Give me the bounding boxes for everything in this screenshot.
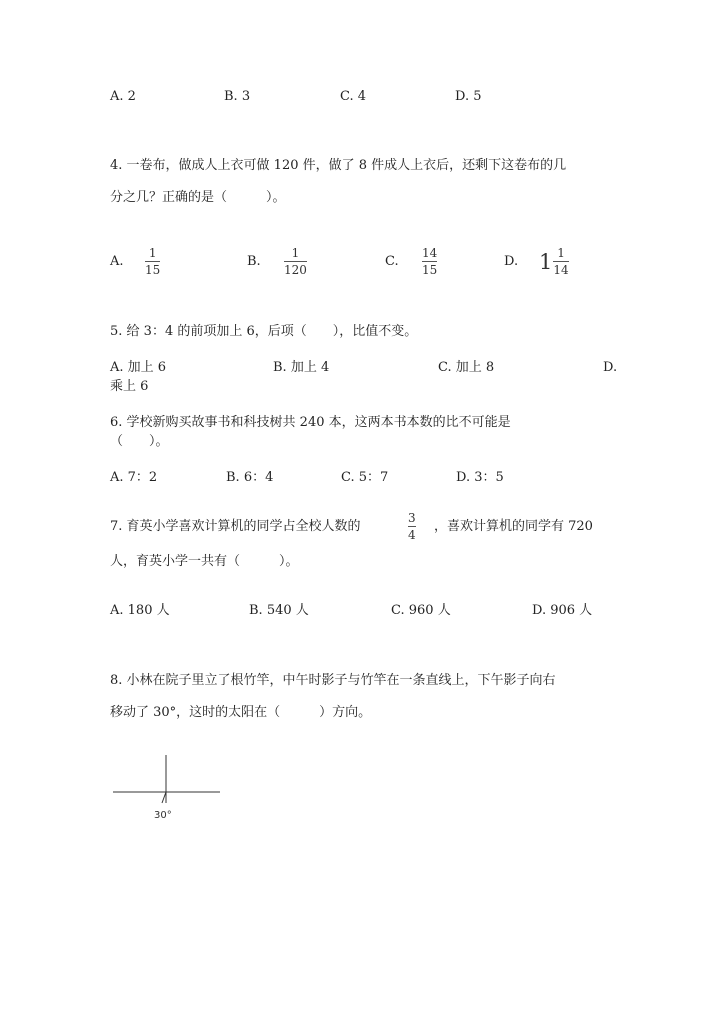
q7-option-c[interactable]: C. 960 人	[391, 603, 451, 618]
q4-option-b-label[interactable]: B.	[247, 254, 261, 269]
q7-option-d[interactable]: D. 906 人	[532, 603, 593, 618]
fraction-denominator: 120	[284, 263, 307, 277]
q3-option-a[interactable]: A. 2	[110, 89, 136, 104]
mixed-whole-part: 1	[539, 249, 553, 274]
fraction-denominator: 15	[145, 263, 161, 277]
q8-pole-shadow-figure	[100, 745, 240, 830]
q5-stem: 5. 给 3：4 的前项加上 6，后项（ ），比值不变。	[110, 324, 418, 339]
q5-option-c[interactable]: C. 加上 8	[438, 360, 495, 375]
q6-option-a[interactable]: A. 7：2	[110, 470, 158, 485]
q8-stem-line2: 移动了 30°，这时的太阳在（ ）方向。	[110, 705, 372, 720]
fraction-bar	[422, 261, 437, 262]
q4-option-a-label[interactable]: A.	[110, 254, 124, 269]
q7-option-b[interactable]: B. 540 人	[249, 603, 309, 618]
q4-stem-line2: 分之几？正确的是（ ）。	[110, 190, 286, 205]
q5-option-a[interactable]: A. 加上 6	[110, 360, 167, 375]
fraction-numerator: 1	[291, 246, 300, 260]
q5-option-b[interactable]: B. 加上 4	[273, 360, 330, 375]
fraction-denominator: 15	[422, 263, 438, 277]
q3-option-d[interactable]: D. 5	[455, 89, 482, 104]
fraction-numerator: 1	[557, 246, 565, 260]
q5-option-d[interactable]: D.	[603, 360, 618, 375]
angle-label: 30°	[154, 810, 172, 821]
q6-stem-line2: （ ）。	[110, 434, 169, 449]
q4-option-d-mixed-number[interactable]	[539, 247, 569, 276]
q4-stem-line1: 4. 一卷布，做成人上衣可做 120 件，做了 8 件成人上衣后，还剩下这卷布的几	[110, 158, 567, 173]
q7-stem-line1-start: 7. 育英小学喜欢计算机的同学占全校人数的	[110, 519, 361, 534]
q8-stem-line1: 8. 小林在院子里立了根竹竿，中午时影子与竹竿在一条直线上，下午影子向右	[110, 673, 556, 688]
fraction-denominator: 14	[553, 263, 569, 277]
q7-stem-line1-end: ，喜欢计算机的同学有 720	[434, 519, 593, 534]
q4-option-a-fraction[interactable]	[145, 247, 160, 276]
shadow-line	[162, 792, 166, 803]
q3-option-c[interactable]: C. 4	[340, 89, 367, 104]
q6-option-c[interactable]: C. 5：7	[341, 470, 389, 485]
fraction-bar	[408, 526, 416, 527]
q4-option-d-label[interactable]: D.	[504, 254, 519, 269]
q5-option-d-wrapped-text: 乘上 6	[110, 379, 149, 394]
fraction-bar	[553, 261, 568, 262]
q4-option-b-fraction[interactable]	[284, 247, 307, 276]
q3-option-b[interactable]: B. 3	[224, 89, 251, 104]
q7-option-a[interactable]: A. 180 人	[110, 603, 170, 618]
q7-stem-line2: 人，育英小学一共有（ ）。	[110, 554, 299, 569]
fraction-bar	[284, 261, 307, 262]
q4-option-c-fraction[interactable]	[422, 247, 437, 276]
fraction-numerator: 14	[422, 246, 438, 260]
fraction-bar	[145, 261, 160, 262]
q6-option-b[interactable]: B. 6：4	[226, 470, 274, 485]
fraction-numerator: 1	[148, 246, 157, 260]
q6-stem-line1: 6. 学校新购买故事书和科技树共 240 本，这两本书本数的比不可能是	[110, 415, 511, 430]
q6-option-d[interactable]: D. 3：5	[456, 470, 504, 485]
q7-stem-fraction	[408, 512, 416, 541]
mixed-fraction-part	[553, 247, 568, 276]
fraction-denominator: 4	[408, 528, 416, 542]
fraction-numerator: 3	[408, 511, 416, 525]
q4-option-c-label[interactable]: C.	[385, 254, 399, 269]
